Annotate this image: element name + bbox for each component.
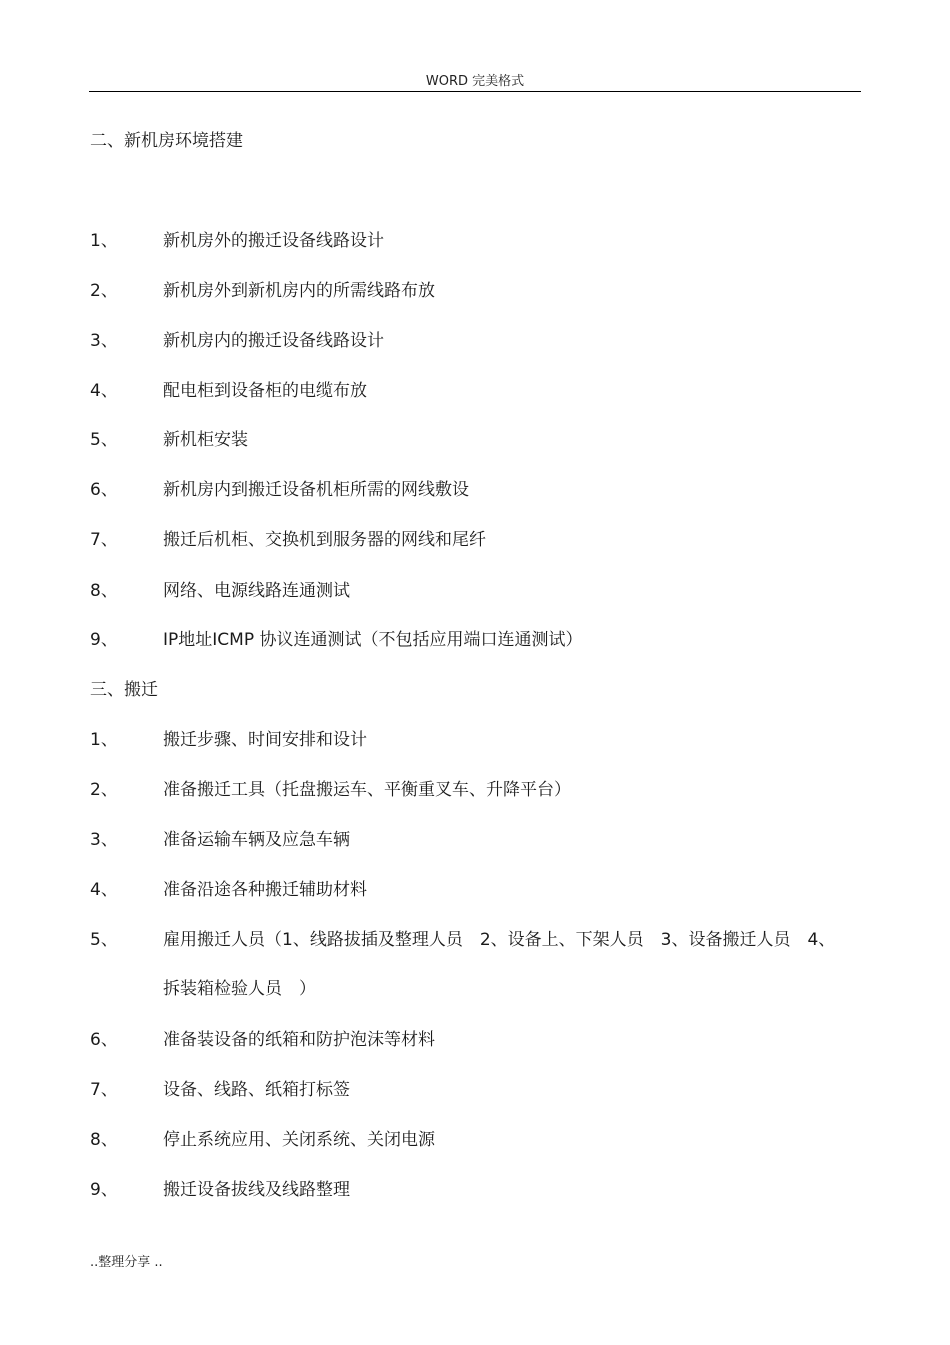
list-item-number: 3、 <box>90 331 118 351</box>
list-item-number: 2、 <box>90 780 118 800</box>
list-item-number: 2、 <box>90 281 118 301</box>
list-item-number: 8、 <box>90 581 118 601</box>
list-item-text: IP地址ICMP 协议连通测试（不包括应用端口连通测试） <box>163 630 583 650</box>
list-item-number: 4、 <box>90 381 118 401</box>
list-item-number: 3、 <box>90 830 118 850</box>
list-item-number: 1、 <box>90 231 118 251</box>
list-item-text: 新机柜安装 <box>163 430 248 450</box>
list-item-number: 8、 <box>90 1130 118 1150</box>
list-item-number: 7、 <box>90 530 118 550</box>
list-item-text: 网络、电源线路连通测试 <box>163 581 350 601</box>
list-item-number: 7、 <box>90 1080 118 1100</box>
list-item-number: 5、 <box>90 930 118 950</box>
list-item-text: 准备搬迁工具（托盘搬运车、平衡重叉车、升降平台） <box>163 780 571 800</box>
list-item-number: 1、 <box>90 730 118 750</box>
list-item-text: 新机房内到搬迁设备机柜所需的网线敷设 <box>163 480 469 500</box>
list-item-number: 9、 <box>90 1180 118 1200</box>
list-item-text: 搬迁步骤、时间安排和设计 <box>163 730 367 750</box>
list-item-text: 新机房外的搬迁设备线路设计 <box>163 231 384 251</box>
list-item-text: 准备运输车辆及应急车辆 <box>163 830 350 850</box>
list-item-text: 搬迁设备拔线及线路整理 <box>163 1180 350 1200</box>
list-item-text: 准备装设备的纸箱和防护泡沫等材料 <box>163 1030 435 1050</box>
list-item-number: 9、 <box>90 630 118 650</box>
list-item-number: 6、 <box>90 480 118 500</box>
page-footer: ..整理分享 .. <box>90 1255 163 1270</box>
section-heading-2: 二、新机房环境搭建 <box>90 131 243 151</box>
list-item-text-continuation: 拆装箱检验人员 ） <box>163 979 316 999</box>
list-item-text: 搬迁后机柜、交换机到服务器的网线和尾纤 <box>163 530 486 550</box>
list-item-text: 设备、线路、纸箱打标签 <box>163 1080 350 1100</box>
header-divider <box>89 91 861 92</box>
list-item-number: 4、 <box>90 880 118 900</box>
section-heading-3: 三、搬迁 <box>90 680 158 700</box>
list-item-text: 雇用搬迁人员（1、线路拔插及整理人员 2、设备上、下架人员 3、设备搬迁人员 4、 <box>163 930 836 950</box>
list-item-number: 5、 <box>90 430 118 450</box>
page-header-title: WORD 完美格式 <box>425 74 525 89</box>
list-item-text: 新机房内的搬迁设备线路设计 <box>163 331 384 351</box>
list-item-text: 停止系统应用、关闭系统、关闭电源 <box>163 1130 435 1150</box>
list-item-number: 6、 <box>90 1030 118 1050</box>
list-item-text: 配电柜到设备柜的电缆布放 <box>163 381 367 401</box>
list-item-text: 准备沿途各种搬迁辅助材料 <box>163 880 367 900</box>
list-item-text: 新机房外到新机房内的所需线路布放 <box>163 281 435 301</box>
